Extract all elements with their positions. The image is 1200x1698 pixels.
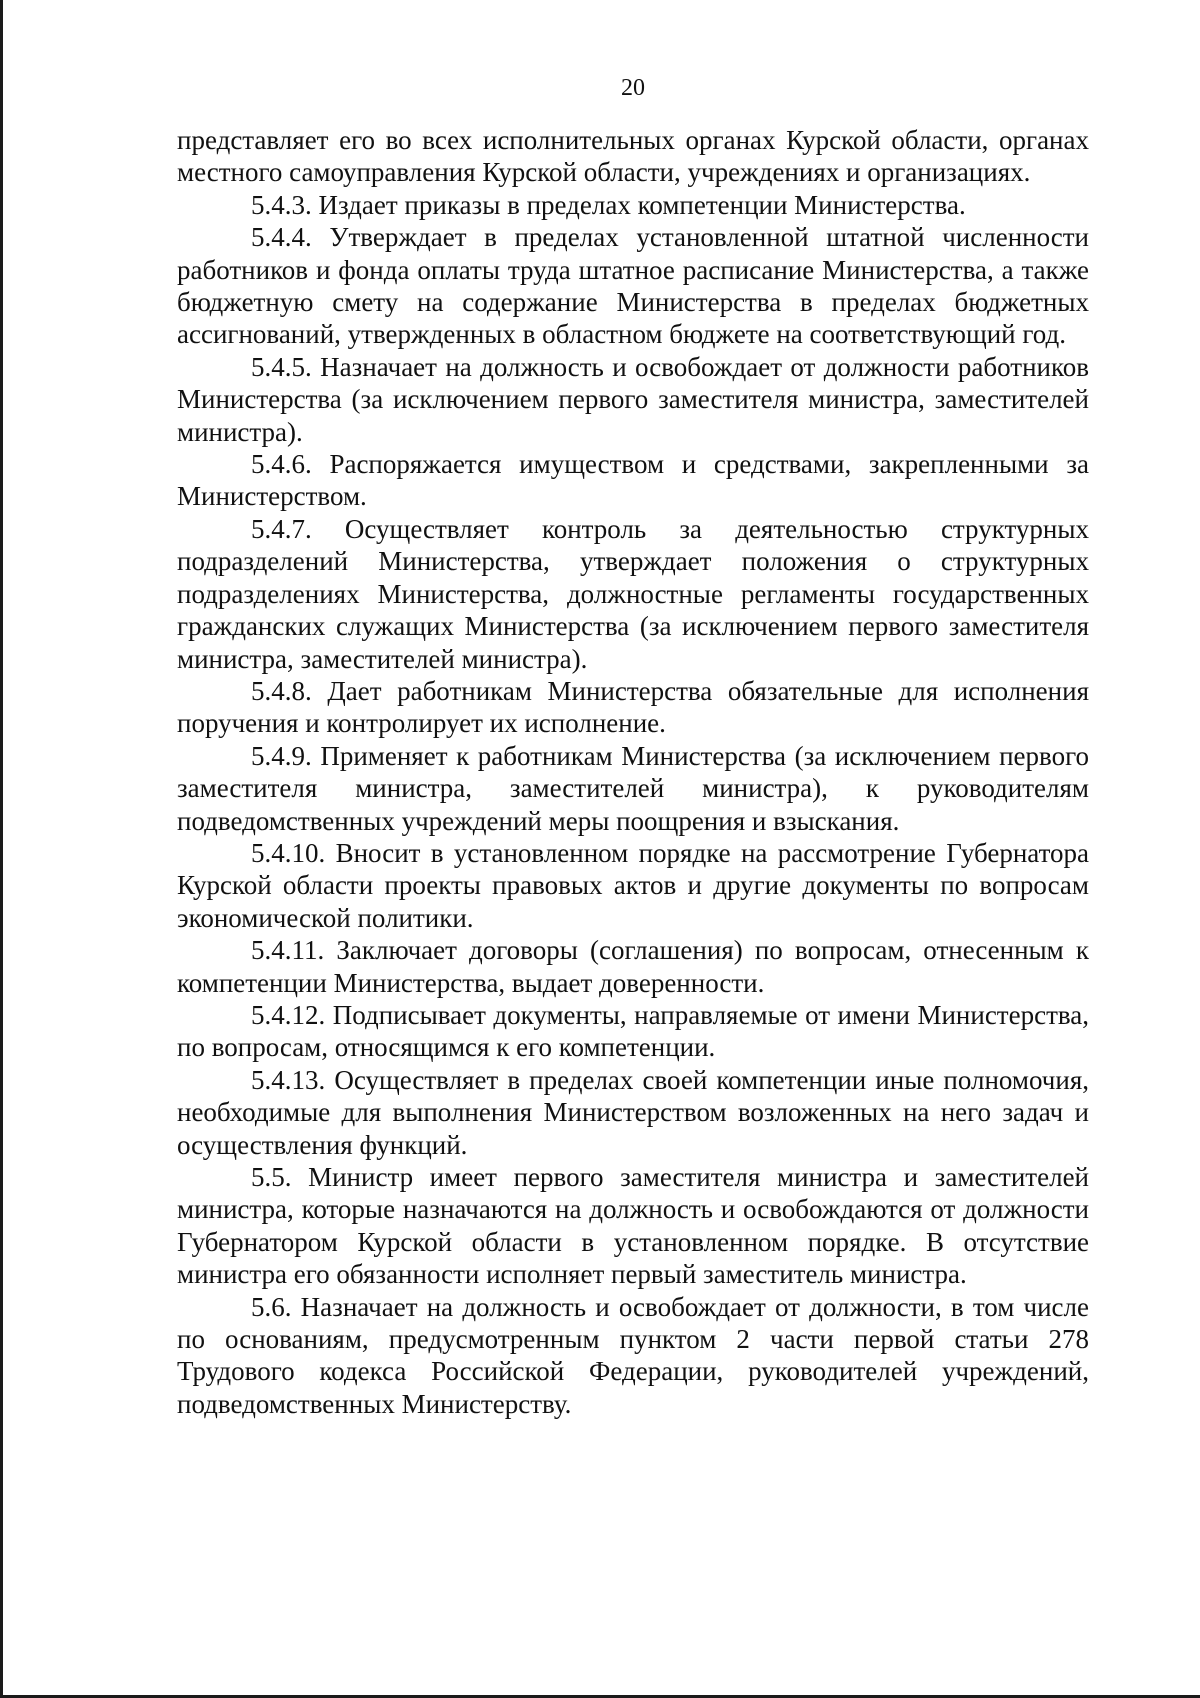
document-page	[177, 0, 1089, 1420]
paragraph-5-4-3: 5.4.3. Издает приказы в пределах компетенции Министерства.	[251, 189, 966, 220]
paragraph-5-4-10: 5.4.10. Вносит в установленном порядке на рассмотрение Губернатора Курской области проекты правовых актов и другие документы по вопросам экономической политики.	[177, 837, 1089, 933]
paragraph-5-4-8: 5.4.8. Дает работникам Министерства обязательные для исполнения поручения и контролирует их исполнение.	[177, 675, 1089, 739]
paragraph-5-5: 5.5. Министр имеет первого заместителя министра и заместителей министра, которые назначаются на должность и освобождаются от должности Губернатором Курской области в установленном порядке. В отсутствие министра его обязанности исполняет первый заместитель министра.	[177, 1162, 1089, 1290]
paragraph-5-4-13: 5.4.13. Осуществляет в пределах своей компетенции иные полномочия, необходимые для выполнения Министерством возложенных на него задач и осуществления функций.	[177, 1064, 1089, 1160]
paragraph-5-4-11: 5.4.11. Заключает договоры (соглашения) по вопросам, отнесенным к компетенции Министерства, выдает доверенности.	[177, 935, 1089, 998]
paragraph-5-4-6: 5.4.6. Распоряжается имуществом и средствами, закрепленными за Министерством.	[177, 449, 1089, 512]
paragraph-5-4-4: 5.4.4. Утверждает в пределах установленной штатной численности работников и фонда оплаты труда штатное расписание Министерства, а также бюджетную смету на содержание Министерства в пределах бюджетных ассигнований, утвержденных в областном бюджете на соответствующий год.	[177, 222, 1089, 350]
scan-edge-left	[0, 0, 3, 1698]
paragraph-continuation: представляет его во всех исполнительных органах Курской области, органах местного самоуправления Курской области, учреждениях и организациях.	[177, 125, 1089, 188]
paragraph-5-6: 5.6. Назначает на должность и освобождает от должности, в том числе по основаниям, предусмотренным пунктом 2 части первой статьи 278 Трудового кодекса Российской Федерации, руководителей учреждений, подведомственных Министерству.	[177, 1291, 1089, 1419]
paragraph-5-4-7: 5.4.7. Осуществляет контроль за деятельностью структурных подразделений Министерства, утверждает положения о структурных подразделениях Министерства, должностные регламенты государственных гражданских служащих Министерства (за исключением первого заместителя министра, заместителей министра).	[177, 513, 1089, 674]
paragraph-5-4-9: 5.4.9. Применяет к работникам Министерства (за исключением первого заместителя министра, заместителей министра), к руководителям подведомственных учреждений меры поощрения и взыскания.	[177, 740, 1089, 836]
paragraph-5-4-12: 5.4.12. Подписывает документы, направляемые от имени Министерства, по вопросам, относящимся к его компетенции.	[177, 999, 1089, 1063]
paragraph-5-4-5: 5.4.5. Назначает на должность и освобождает от должности работников Министерства (за исключением первого заместителя министра, заместителей министра).	[177, 351, 1089, 447]
page-number: 20	[621, 75, 645, 101]
document-body	[177, 124, 1089, 1420]
